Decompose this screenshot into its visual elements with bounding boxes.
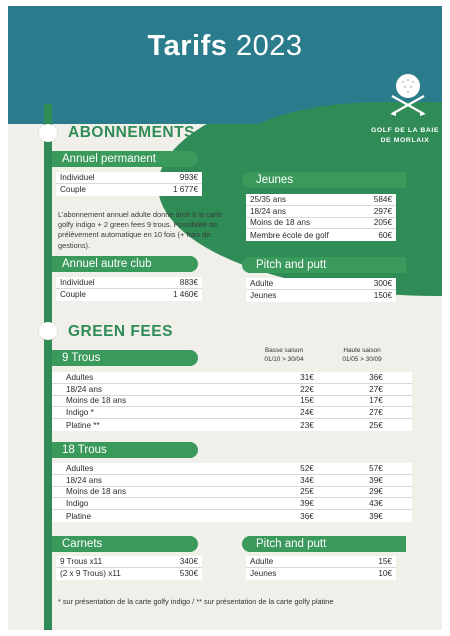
basse-saison-label: Basse saison	[264, 347, 303, 354]
table-row: Moins de 18 ans 15€ 17€	[52, 396, 412, 408]
haute-saison-dates: 01/05 > 30/09	[342, 355, 382, 363]
carnets-bar: Carnets	[52, 536, 198, 552]
jeunes-rows	[246, 194, 396, 241]
haute-saison-header	[334, 347, 390, 364]
dix-huit-trous-table	[52, 463, 412, 522]
price-row: Adulte 300€	[246, 278, 396, 290]
price-sheet	[8, 6, 442, 630]
footnote: * sur présentation de la carte golfy indigo / ** sur présentation de la carte golfy platine	[58, 597, 334, 606]
pitch-putt-rows-green-fees	[246, 556, 396, 580]
table-row: Indigo * 24€ 27€	[52, 407, 412, 419]
club-name-line2: DE MORLAIX	[380, 137, 430, 144]
price-row: (2 x 9 Trous) x11 530€	[56, 568, 202, 580]
club-name	[364, 126, 442, 146]
price-row: 18/24 ans 297€	[246, 206, 396, 218]
annuel-autre-club-bar: Annuel autre club	[52, 256, 198, 272]
title-year: 2023	[235, 30, 303, 62]
section-dot-green-fees	[39, 322, 57, 340]
section-heading-abonnements: ABONNEMENTS	[68, 124, 195, 141]
price-row: Couple 1 460€	[56, 289, 202, 301]
table-row: 18/24 ans 34€ 39€	[52, 475, 412, 487]
carnets-rows	[56, 556, 202, 580]
price-row: 25/35 ans 584€	[246, 194, 396, 206]
table-row: Moins de 18 ans 25€ 29€	[52, 487, 412, 499]
price-row: Couple 1 677€	[56, 184, 202, 196]
price-row: 9 Trous x11 340€	[56, 556, 202, 568]
table-row: Platine ** 23€ 25€	[52, 419, 412, 431]
haute-saison-label: Haute saison	[343, 347, 381, 354]
table-row: Platine 36€ 39€	[52, 510, 412, 522]
page-title	[8, 30, 442, 63]
price-row: Adulte 15€	[246, 556, 396, 568]
table-row: Adultes 31€ 36€	[52, 372, 412, 384]
club-name-line1: GOLF DE LA BAIE	[370, 127, 440, 134]
golf-ball-crossed-clubs-icon	[386, 70, 430, 120]
abonnement-note: L’abonnement annuel adulte donne droit à la carte golfy indigo + 2 green fees 9 trous. Possibilité de prélèvement automatique en 10 fois (+ frais de gestions).	[58, 210, 223, 250]
basse-saison-header	[256, 347, 312, 364]
annuel-permanent-rows	[56, 172, 202, 196]
price-row: Individuel 883€	[56, 277, 202, 289]
annuel-autre-club-rows	[56, 277, 202, 301]
section-heading-green-fees: GREEN FEES	[68, 323, 173, 340]
price-row: Jeunes 10€	[246, 568, 396, 580]
jeunes-bar: Jeunes	[242, 172, 406, 188]
price-row: Membre école de golf 60€	[246, 229, 396, 241]
section-dot-abonnements	[39, 124, 57, 142]
price-row: Jeunes 150€	[246, 290, 396, 302]
title-word: Tarifs	[147, 30, 228, 62]
table-row: Indigo 39€ 43€	[52, 498, 412, 510]
price-row: Individuel 993€	[56, 172, 202, 184]
table-row: Adultes 52€ 57€	[52, 463, 412, 475]
timeline-bar	[44, 104, 52, 630]
neuf-trous-table	[52, 372, 412, 431]
table-row: 18/24 ans 22€ 27€	[52, 384, 412, 396]
pitch-putt-rows-abonnement	[246, 278, 396, 302]
dix-huit-trous-bar: 18 Trous	[52, 442, 198, 458]
pitch-putt-bar-green-fees: Pitch and putt	[242, 536, 406, 552]
pitch-putt-bar-abonnement: Pitch and putt	[242, 257, 406, 273]
basse-saison-dates: 01/10 > 30/04	[264, 355, 304, 363]
neuf-trous-bar: 9 Trous	[52, 350, 198, 366]
price-row: Moins de 18 ans 205€	[246, 218, 396, 230]
annuel-permanent-bar: Annuel permanent	[52, 151, 198, 167]
